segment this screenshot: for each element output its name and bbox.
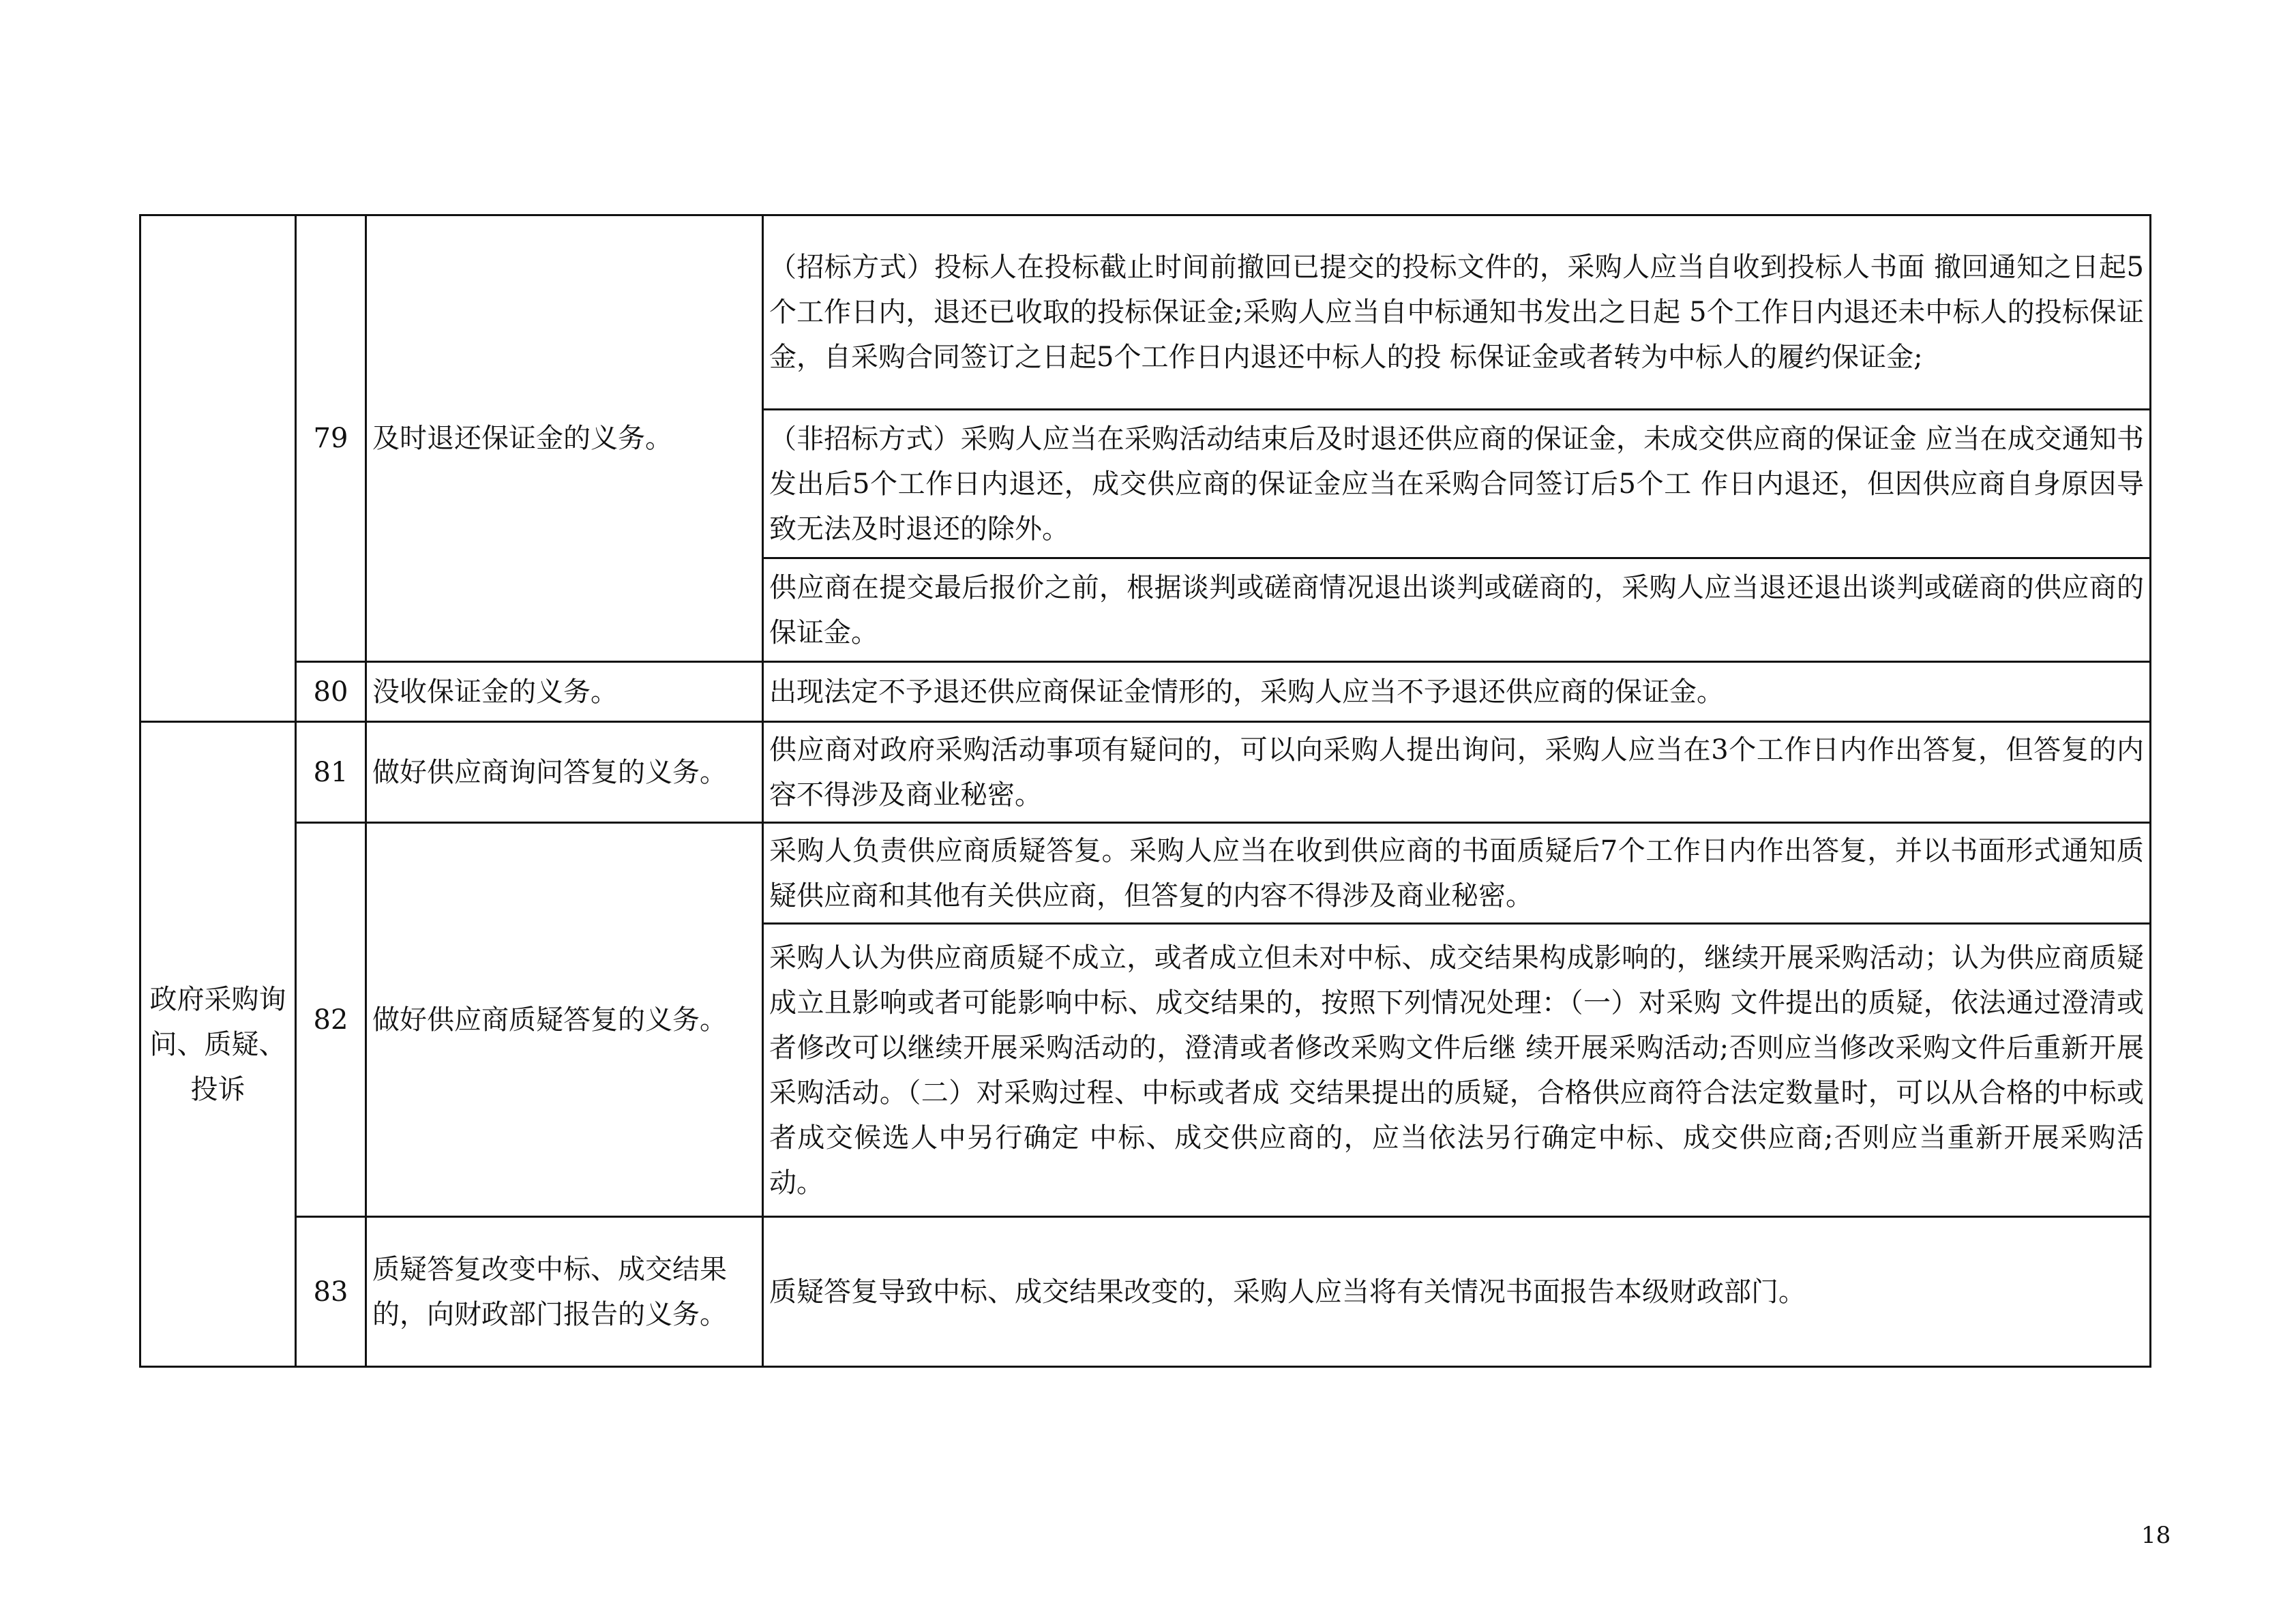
obligation-cell: 没收保证金的义务。 (366, 662, 763, 722)
obligation-cell: 质疑答复改变中标、成交结果的，向财政部门报告的义务。 (366, 1217, 763, 1367)
table-row (140, 823, 2151, 924)
requirement-cell: （非招标方式）采购人应当在采购活动结束后及时退还供应商的保证金，未成交供应商的保证金 应当在成交通知书发出后5个工作日内退还，成交供应商的保证金应当在采购合同签订后5个工 作日内退还，但因供应商自身原因导致无法及时退还的除外。 (763, 410, 2151, 558)
obligation-cell: 做好供应商询问答复的义务。 (366, 722, 763, 823)
obligations-table (139, 214, 2151, 1368)
obligation-cell: 做好供应商质疑答复的义务。 (366, 823, 763, 1217)
table-row (140, 722, 2151, 823)
requirement-cell: 供应商对政府采购活动事项有疑问的，可以向采购人提出询问，采购人应当在3个工作日内作出答复，但答复的内容不得涉及商业秘密。 (763, 722, 2151, 823)
requirement-cell: 供应商在提交最后报价之前，根据谈判或磋商情况退出谈判或磋商的，采购人应当退还退出谈判或磋商的供应商的保证金。 (763, 558, 2151, 662)
obligation-cell: 及时退还保证金的义务。 (366, 215, 763, 662)
item-number: 83 (296, 1217, 366, 1367)
category-cell-empty (140, 215, 296, 722)
requirement-cell: 采购人认为供应商质疑不成立，或者成立但未对中标、成交结果构成影响的，继续开展采购活动；认为供应商质疑成立且影响或者可能影响中标、成交结果的，按照下列情况处理：（一）对采购 文件提出的质疑，依法通过澄清或者修改可以继续开展采购活动的，澄清或者修改采购文件后继 续开展采购活动;否则应当修改采购文件后重新开展采购活动。（二）对采购过程、中标或者成 交结果提出的质疑，合格供应商符合法定数量时，可以从合格的中标或者成交候选人中另行确定 中标、成交供应商的，应当依法另行确定中标、成交供应商;否则应当重新开展采购活动。 (763, 924, 2151, 1217)
item-number: 81 (296, 722, 366, 823)
requirement-cell: 出现法定不予退还供应商保证金情形的，采购人应当不予退还供应商的保证金。 (763, 662, 2151, 722)
category-cell: 政府采购询问、质疑、投诉 (140, 722, 296, 1367)
page-number: 18 (2141, 1522, 2171, 1549)
item-number: 79 (296, 215, 366, 662)
requirement-cell: （招标方式）投标人在投标截止时间前撤回已提交的投标文件的，采购人应当自收到投标人书面 撤回通知之日起5个工作日内，退还已收取的投标保证金;采购人应当自中标通知书发出之日起 5个工作日内退还未中标人的投标保证金，自采购合同签订之日起5个工作日内退还中标人的投 标保证金或者转为中标人的履约保证金; (763, 215, 2151, 410)
table-row (140, 215, 2151, 410)
table-row (140, 662, 2151, 722)
item-number: 82 (296, 823, 366, 1217)
table-row (140, 1217, 2151, 1367)
requirement-cell: 质疑答复导致中标、成交结果改变的，采购人应当将有关情况书面报告本级财政部门。 (763, 1217, 2151, 1367)
item-number: 80 (296, 662, 366, 722)
requirement-cell: 采购人负责供应商质疑答复。采购人应当在收到供应商的书面质疑后7个工作日内作出答复，并以书面形式通知质疑供应商和其他有关供应商，但答复的内容不得涉及商业秘密。 (763, 823, 2151, 924)
